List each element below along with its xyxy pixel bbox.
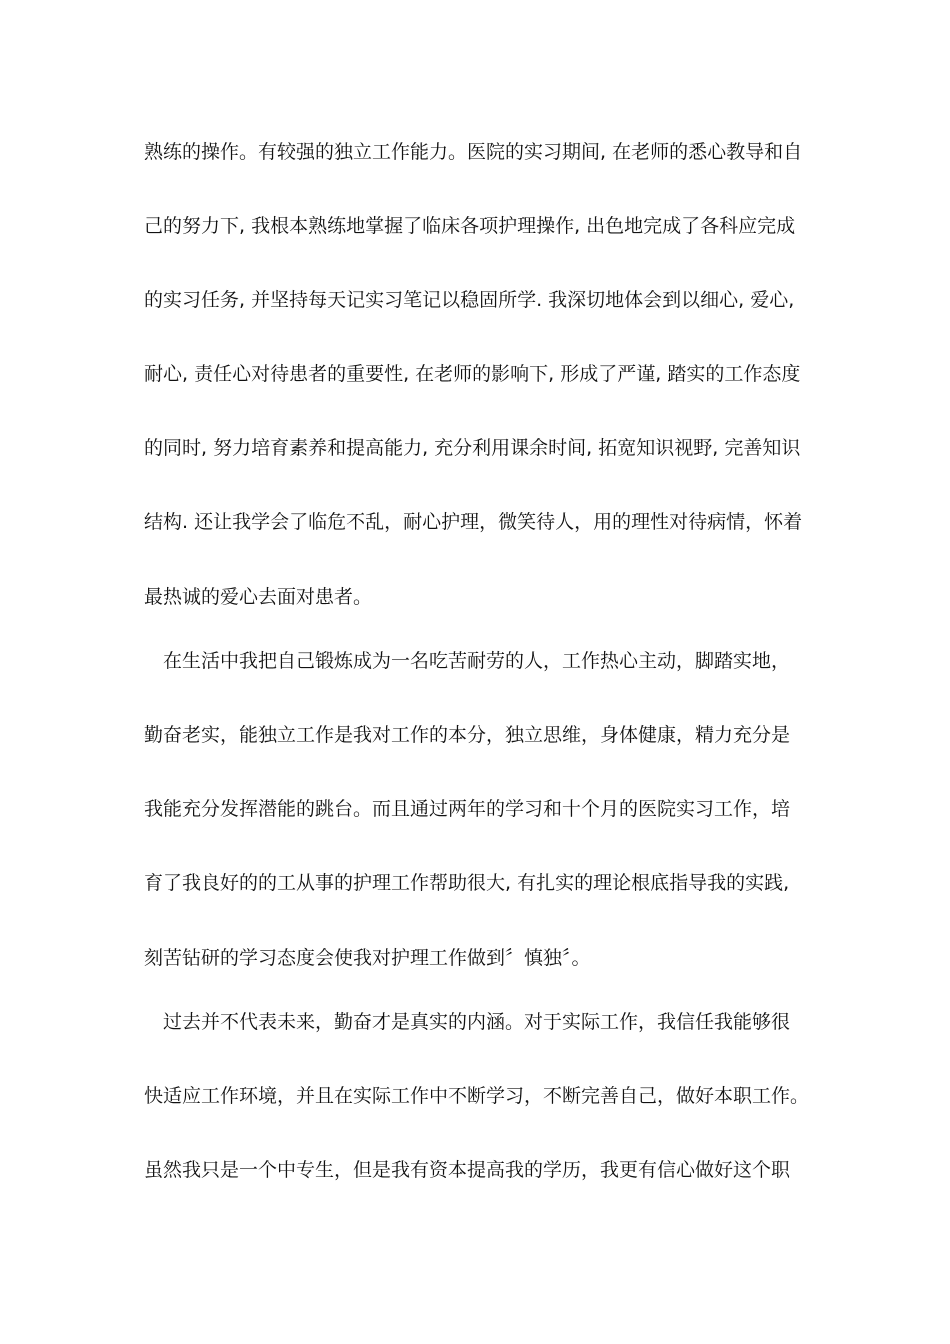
text-line: 己的努力下, 我根本熟练地掌握了临床各项护理操作, 出色地完成了各科应完成 (144, 215, 796, 237)
text-line: 虽然我只是一个中专生，但是我有资本提高我的学历，我更有信心做好这个职 (144, 1159, 791, 1181)
text-line: 耐心, 责任心对待患者的重要性, 在老师的影响下, 形成了严谨, 踏实的工作态度 (144, 363, 801, 385)
text-line: 勤奋老实，能独立工作是我对工作的本分，独立思维，身体健康，精力充分是 (144, 724, 791, 746)
text-line: 最热诚的爱心去面对患者。 (144, 586, 373, 608)
text-line: 我能充分发挥潜能的跳台。而且通过两年的学习和十个月的医院实习工作，培 (144, 798, 791, 820)
text-line: 过去并不代表未来，勤奋才是真实的内涵。对于实际工作，我信任我能够很 (144, 1011, 791, 1033)
text-line: 在生活中我把自己锻炼成为一名吃苦耐劳的人，工作热心主动，脚踏实地， (144, 650, 791, 672)
text-line: 快适应工作环境，并且在实际工作中不断学习，不断完善自己，做好本职工作。 (144, 1085, 810, 1107)
text-line: 的实习任务, 并坚持每天记实习笔记以稳固所学. 我深切地体会到以细心, 爱心, (144, 289, 795, 311)
text-line: 结构. 还让我学会了临危不乱，耐心护理，微笑待人，用的理性对待病情，怀着 (144, 511, 803, 533)
text-line: 育了我良好的的工从事的护理工作帮助很大, 有扎实的理论根底指导我的实践, (144, 872, 790, 894)
text-line: 熟练的操作。有较强的独立工作能力。医院的实习期间, 在老师的悉心教导和自 (144, 141, 803, 163)
text-line: 的同时, 努力培育素养和提高能力, 充分利用课余时间, 拓宽知识视野, 完善知识 (144, 437, 801, 459)
text-line: 刻苦钻研的学习态度会使我对护理工作做到〞慎独〞。 (144, 947, 591, 969)
